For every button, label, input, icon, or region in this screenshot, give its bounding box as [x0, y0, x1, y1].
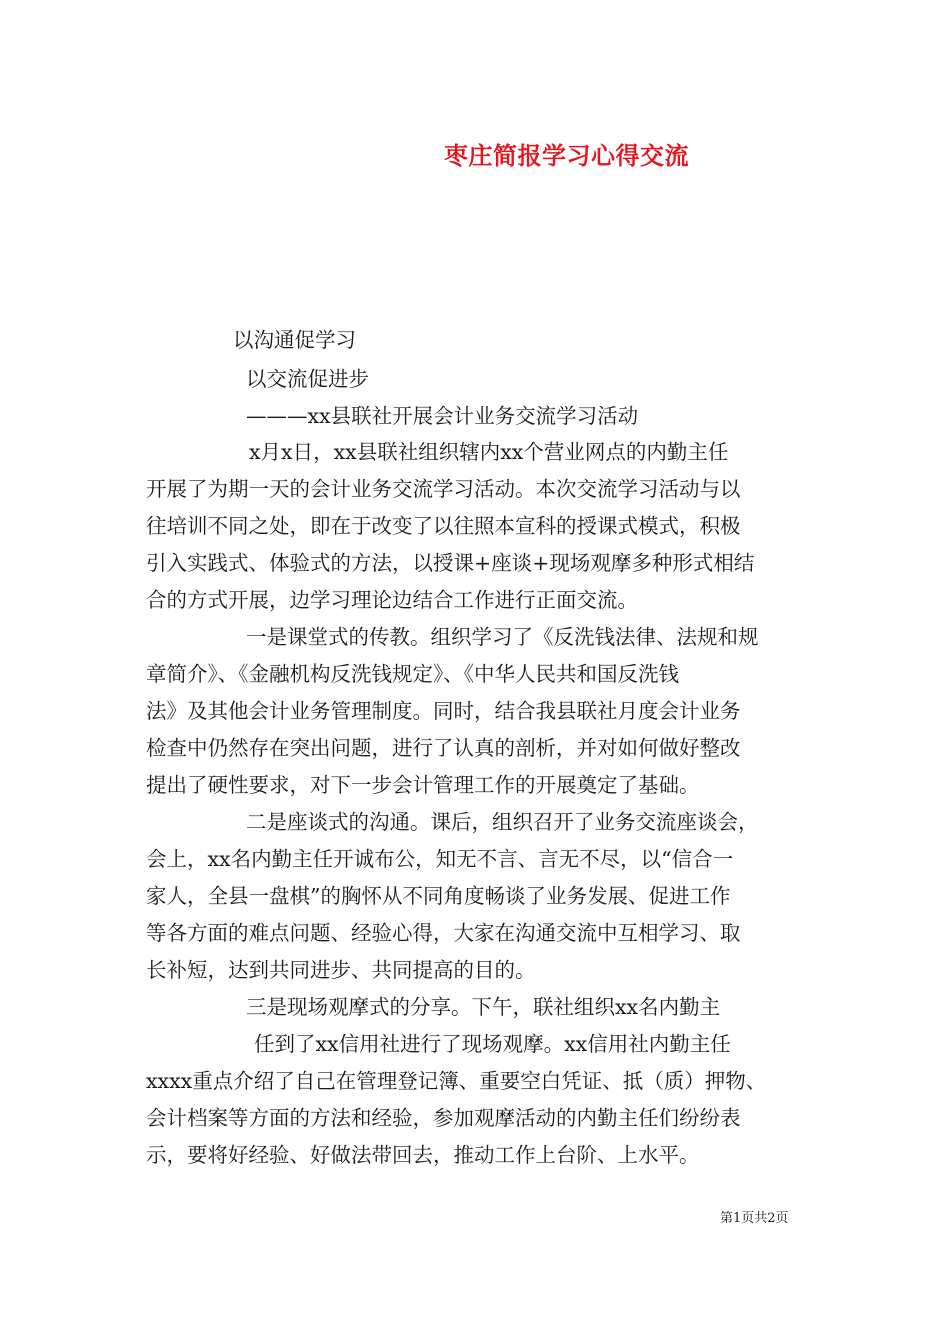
page-number: 第1页共2页 — [720, 1211, 789, 1226]
body-line: 会计档案等方面的方法和经验，参加观摩活动的内勤主任们纷纷表 — [146, 1106, 741, 1130]
heading-line: ———xx县联社开展会计业务交流学习活动 — [246, 404, 639, 428]
body-line: xxxx重点介绍了自己在管理登记簿、重要空白凭证、抵（质）押物、 — [146, 1069, 767, 1093]
body-line: 法》及其他会计业务管理制度。同时，结合我县联社月度会计业务 — [146, 699, 741, 723]
body-line: 开展了为期一天的会计业务交流学习活动。本次交流学习活动与以 — [146, 477, 741, 501]
body-line: 一是课堂式的传教。组织学习了《反洗钱法律、法规和规 — [246, 625, 759, 649]
body-line: 家人，全县一盘棋”的胸怀从不同角度畅谈了业务发展、促进工作 — [146, 884, 731, 908]
body-line: 会上，xx名内勤主任开诚布公，知无不言、言无不尽，以“信合一 — [146, 847, 734, 871]
body-line: 二是座谈式的沟通。课后，组织召开了业务交流座谈会， — [246, 810, 759, 834]
body-line: x月x日，xx县联社组织辖内xx个营业网点的内勤主任 — [249, 440, 729, 464]
body-line: 等各方面的难点问题、经验心得，大家在沟通交流中互相学习、取 — [146, 921, 741, 945]
body-line: 合的方式开展，边学习理论边结合工作进行正面交流。 — [146, 588, 638, 612]
heading-line: 以沟通促学习 — [233, 328, 356, 352]
body-line: 往培训不同之处，即在于改变了以往照本宣科的授课式模式，积极 — [146, 514, 741, 538]
body-line: 章简介》、《金融机构反洗钱规定》、《中华人民共和国反洗钱 — [146, 662, 679, 686]
heading-line: 以交流促进步 — [246, 367, 369, 391]
body-line: 长补短，达到共同进步、共同提高的目的。 — [146, 958, 536, 982]
body-line: 引入实践式、体验式的方法，以授课+座谈+现场观摩多种形式相结 — [146, 551, 755, 575]
body-line: 任到了xx信用社进行了现场观摩。xx信用社内勤主任 — [254, 1032, 731, 1056]
body-line: 提出了硬性要求，对下一步会计管理工作的开展奠定了基础。 — [146, 773, 700, 797]
body-line: 检查中仍然存在突出问题，进行了认真的剖析，并对如何做好整改 — [146, 736, 741, 760]
body-line: 示，要将好经验、好做法带回去，推动工作上台阶、上水平。 — [146, 1143, 700, 1167]
body-line: 三是现场观摩式的分享。下午，联社组织xx名内勤主 — [246, 995, 721, 1019]
document-title: 枣庄简报学习心得交流 — [444, 141, 689, 170]
